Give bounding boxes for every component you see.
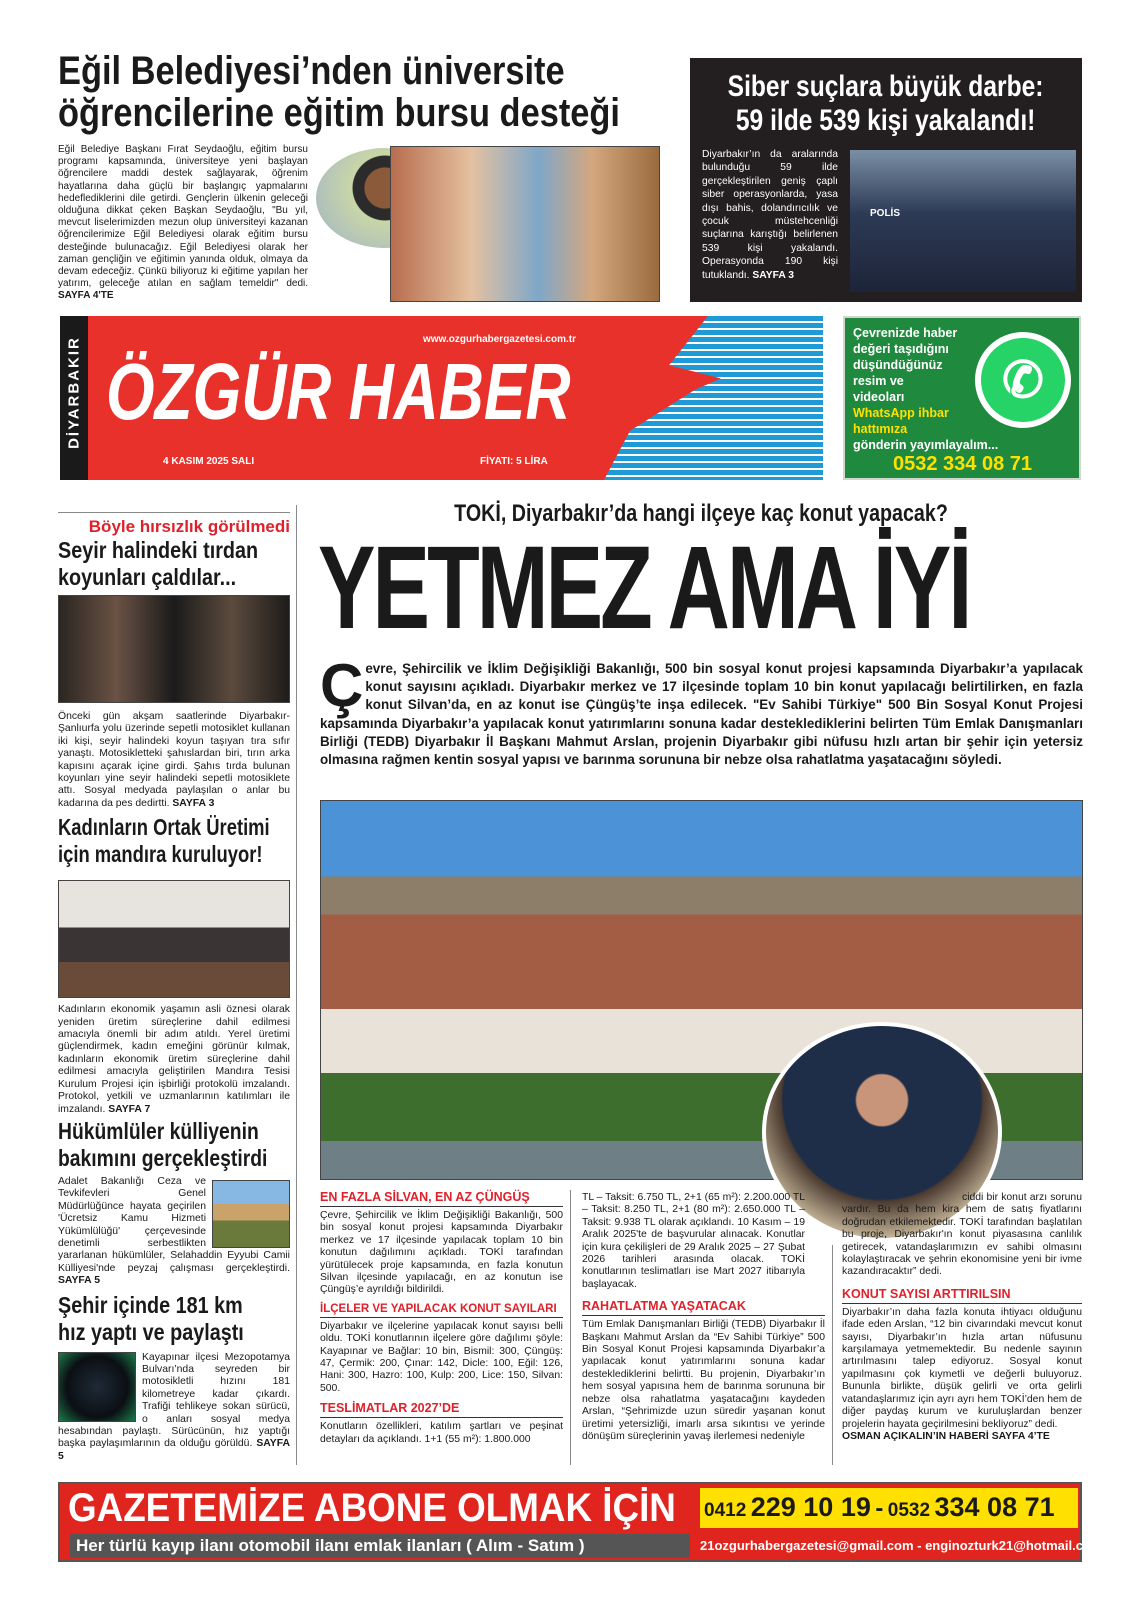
top-story-body xyxy=(58,144,308,303)
masthead-banner xyxy=(88,316,823,480)
tip-highlight: hattımıza xyxy=(853,422,908,436)
whatsapp-phone[interactable]: 0532 334 08 71 xyxy=(893,453,1033,475)
article-text: Eğil Belediye Başkanı Fırat Seydaoğlu, eğitim bursu programı kapsamında, üniversiteye yeni başlayan öğrencilere maddi destek sağlayarak, öğrenim hayatlarına daha güçlü bir başlangıç yapmalarını hedeflediklerini dile getirdi. Gençlerin ülkenin geleceği olduğuna dikkat çeken Başkan Seydaoğlu, "Bu yıl, mevcut liselerimizden mezun olup üniversiteyi kazanan öğrencilerimize Eğil Belediyesi olarak eğitim bursu desteğinde bulunacağız. Eğil Belediyesi olarak her zaman gençliğin ve eğitimin yanında olduk, olmaya da devam edeceğiz. Çünkü biliyoruz ki eğitime yapılan her yatırım, geleceğe atılan en sağlam temeldir" dedi. xyxy=(58,144,308,290)
story-headline[interactable]: için mandıra kuruluyor! xyxy=(58,841,263,868)
cyber-story-box xyxy=(690,58,1082,302)
main-lead xyxy=(320,652,1083,769)
article-text: TL – Taksit: 6.750 TL, 2+1 (65 m²): 2.200.000 TL – Taksit: 8.250 TL, 2+1 (80 m²): 2.650.000 TL – Taksit: 9.938 TL olarak açıklandı. 10 Kasım – 19 Aralık 2025'te de başvurular alınacak. Konutlar için kura çekilişleri de 29 Aralık 2025 – 27 Şubat 2026 tarihleri arasında olacak. TOKİ konutlarının teslimatları ise Mart 2027 itibarıyla başlayacak. xyxy=(582,1192,805,1290)
classified-ads-text: Her türlü kayıp ilanı otomobil ilanı emlak ilanları ( Alım - Satım ) xyxy=(70,1534,690,1558)
phone-number[interactable]: 229 10 19 xyxy=(750,1492,871,1522)
main-column-2 xyxy=(582,1192,825,1443)
article-text: ciddi bir konut arzı sorunu vardır. Bu da hem kira hem de satış fiyatlarını doğrudan etkilemektedir. TOKİ tarafından başlatılan bu proje, Diyarbakır'ın konut piyasasına canlılık getirecek, vatandaşlarımızın ev sahibi olmasını kolaylaştıracak ve şehrin ekonomisine yeni bir ivme kazandıracaktır” dedi. xyxy=(842,1192,1082,1278)
page-ref[interactable]: SAYFA 5 xyxy=(58,1275,100,1287)
speedometer-photo xyxy=(58,1352,136,1422)
phone-prefix: 0412 xyxy=(704,1500,747,1521)
story-kicker: Böyle hırsızlık görülmedi xyxy=(58,512,290,537)
page-ref[interactable]: SAYFA 3 xyxy=(172,797,215,809)
tip-text: düşündüğünüz xyxy=(853,358,943,372)
article-text: Diyarbakır ve ilçelerine yapılacak konut sayısı belli oldu. TOKİ konutlarının ilçelere göre dağılımı şöyle: Kayapınar ve Bağlar: 10 bin, Bismil: 300, Çüngüş: 47, Çermik: 200, Çınar: 142, Dicle: 100, Eğil: 126, Hani: 300, Hazro: 100, Kulp: 200, Lice: 150, Silvan: 500. xyxy=(320,1320,563,1394)
masthead-wave-graphic xyxy=(578,316,823,480)
police-label: POLİS xyxy=(870,208,901,219)
story-headline[interactable]: bakımını gerçekleştirdi xyxy=(58,1144,268,1171)
page-ref[interactable]: SAYFA 5 xyxy=(58,1438,290,1462)
issue-price: FİYATI: 5 LİRA xyxy=(480,456,548,467)
top-story-headline xyxy=(58,50,668,134)
main-headline[interactable]: YETMEZ AMA İYİ xyxy=(318,522,970,654)
issue-date: 4 KASIM 2025 SALI xyxy=(163,456,255,467)
article-text: Önceki gün akşam saatlerinde Diyarbakır-Şanlıurfa yolu üzerinde sepetli motosiklet kullanan iki kişi, seyir halindeki koyun taşıyan tıra sıfır yanaştı. Motosikletteki şahıslardan biri, tırın arka kapısını açarak içine girdi. Şahıs tırda bulunan koyunları yine seyir halindeki sepetli motosiklete attı. Sosyal medyada paylaşılan o anlar bu kadarına da pes dedirtti. xyxy=(58,711,290,809)
main-column-1 xyxy=(320,1190,563,1446)
protocol-signing-photo xyxy=(58,880,290,998)
tip-text: resim ve xyxy=(853,374,904,388)
tip-text: videoları xyxy=(853,390,905,404)
complex-maintenance-photo xyxy=(212,1180,290,1248)
tip-highlight: WhatsApp ihbar xyxy=(853,406,949,420)
kicker-text: TOKİ, Diyarbakır’da hangi ilçeye kaç konut yapacak? xyxy=(454,500,949,527)
page-ref[interactable]: SAYFA 7 xyxy=(108,1103,151,1115)
cyber-body xyxy=(702,148,838,282)
truck-theft-photo xyxy=(58,595,290,703)
headline-line: öğrencilerine eğitim bursu desteği xyxy=(58,91,620,135)
drop-cap: Ç xyxy=(320,652,364,719)
article-text: Kadınların ekonomik yaşamın asli öznesi olarak yeniden üretim süreçlerine dahil edilmesi amacıyla önemli bir adım atıldı. Yerel üretimi güçlendirmek, kadın emeğini görünür kılmak, kadınların ekonomik üretim süreçlerine dahil edilmesi amacıyla geliştirilen Mandıra Tesisi Kurulum Projesi için işbirliği protokolü imzalandı. Protokol, yetkili ve uzmanlarının katılımları ile imzalandı. xyxy=(58,1004,290,1115)
region-label: DİYARBAKIR xyxy=(65,336,83,449)
article-text: Diyarbakır’ın da aralarında bulunduğu 59 ilde gerçekleştirilen geniş çaplı siber operasyonlarda, yasa dışı bahis, dolandırıcılık ve çocuk müstehcenliği suçlarına karıştığı belirlenen 539 kişi yakalandı. Operasyonda 190 kişi tutuklandı. xyxy=(702,149,838,281)
story-headline[interactable]: Seyir halindeki tırdan xyxy=(58,537,259,563)
region-strip xyxy=(60,316,88,480)
cyber-headline: 59 ilde 539 kişi yakalandı! xyxy=(736,104,1036,137)
contact-emails[interactable]: 21ozgurhabergazetesi@gmail.com - enginozturk21@hotmail.com xyxy=(700,1538,1103,1553)
article-text: Kayapınar ilçesi Mezopotamya Bulvarı’nda seyreden bir motosikletli hızını 181 kilometreye kadar çıkardı. Trafiği tehlikeye sokan sürücü, o anları sosyal medya hesabından paylaştı. Sürücünün, hız yaptığı başka paylaşımlarının da olduğu görüldü. xyxy=(58,1351,290,1450)
story-headline[interactable]: Hükümlüler külliyenin xyxy=(58,1117,259,1144)
newspaper-logo-title: ÖZGÜR HABER xyxy=(106,347,571,436)
whatsapp-tip-box xyxy=(843,316,1081,480)
story-body xyxy=(58,1004,290,1116)
article-text: Çevre, Şehircilik ve İklim Değişikliği Bakanlığı, 500 bin sosyal konut projesi kapsamında Diyarbakır merkez ve 17 ilçesinde yapılacak toplam 10 bin konutun dağılımını açıkladı. TOKİ tarafından yürütülecek proje kapsamında, en fazla konutun Silvan ilçesinde yapılacağı, en az konutun ise Çüngüş’e ayrıldığı bildirildi. xyxy=(320,1210,563,1296)
lead-text: evre, Şehircilik ve İklim Değişikliği Bakanlığı, 500 bin sosyal konut projesi kapsamında Diyarbakır’a yapılacak konut sayısını açıkladı. Diyarbakır merkez ve 17 ilçesinde toplam 10 bin konut yapılacağı belirtilirken, en fazla konut Silvan’da, en az konut ise Çüngüş’te inşa edilecek. "Ev Sahibi Türkiye" 500 Bin Sosyal Konut Projesi kapsamında Diyarbakır’a yapılacak konut yatırımlarını sonuna kadar desteklediklerini belirten Tüm Emlak Danışmanları Birliği (TEDB) Diyarbakır İl Başkanı Mahmut Arslan, projenin Diyarbakır gibi nüfusu hızlı artan bir şehir için yetersiz olmasına rağmen kentin sosyal yapısı ve barınma sorununa bir nebze olsa rahatlatma yaşatacağını söyledi. xyxy=(320,661,1083,768)
main-column-3 xyxy=(842,1192,1082,1442)
story-headline[interactable]: Şehir içinde 181 km xyxy=(58,1291,243,1318)
tip-text: Çevrenizde haber xyxy=(853,326,958,340)
page-ref[interactable]: SAYFA 4'TE xyxy=(58,290,114,302)
students-photo xyxy=(390,146,660,302)
byline-page-ref[interactable]: OSMAN AÇIKALIN’IN HABERİ SAYFA 4’TE xyxy=(842,1430,1050,1442)
article-text: Konutların özellikleri, katılım şartları ve peşinat detayları da açıklandı. 1+1 (55 m²): 1.800.000 xyxy=(320,1421,563,1445)
article-text: Adalet Bakanlığı Ceza ve Tevkifevleri Genel Müdürlüğünce hayata geçirilen 'Ücretsiz Kamu Hizmeti Yükümlülüğü' çerçevesinde denetimli serbestlikten yararlanan hükümlüler, Selahaddin Eyyubi Camii Külliyesi'nde peyzaj çalışması gerçekleştirdi. xyxy=(58,1175,290,1274)
cyber-headline: Siber suçlara büyük darbe: xyxy=(728,70,1044,103)
story-headline[interactable]: koyunları çaldılar... xyxy=(58,564,237,590)
subscribe-title: GAZETEMİZE ABONE OLMAK İÇİN xyxy=(68,1486,676,1530)
phone-prefix: 0532 xyxy=(887,1500,931,1521)
subscribe-banner xyxy=(58,1482,1103,1562)
subheading: RAHATLATMA YAŞATACAK xyxy=(582,1299,825,1316)
article-text: Tüm Emlak Danışmanları Birliği (TEDB) Diyarbakır İl Başkanı Mahmut Arslan da “Ev Sahibi Türkiye” 500 Bin Sosyal Konut Projesi kapsamında Diyarbakır’a yapılacak konut yatırımlarını sonuna kadar desteklediklerini belirtti. Bu projenin, Diyarbakır’ın hem sosyal yapısına hem de barınma sorununa bir nebze olsa rahatlatma yaşatacağını kaydeden Arslan, “Şehrimizde uzun süredir yaşanan konut üretimi yetersizliği, imarlı arsa sıkıntısı ve yerinde dönüşüm süreçlerinin yavaş ilerlemesi nedeniyle xyxy=(582,1319,825,1442)
article-text: Diyarbakır’ın daha fazla konuta ihtiyacı olduğunu ifade eden Arslan, “12 bin civarındaki mevcut konut sayısı, Diyarbakır’ın hızla artan nüfusunu karşılamaya yetmemektedir. Bu nedenle sayının artırılmasını talep ediyoruz. Sosyal konut yapılmasını çok kıymetli ve değerli buluyoruz. Bununla birlikte, düşük gelirli ve orta gelirli vatandaşlarımız için ayrı ayrı hem TOKİ’den hem de diğer paydaş kurum ve kuruluşlardan benzer projelerin hayata geçirilmesini bekliyoruz” dedi. xyxy=(842,1306,1082,1430)
subscribe-phones xyxy=(700,1488,1078,1528)
story-headline[interactable]: Kadınların Ortak Üretimi xyxy=(58,814,270,841)
separator: - xyxy=(875,1495,884,1522)
headline-line: Eğil Belediyesi’nden üniversite xyxy=(58,49,565,93)
subheading: KONUT SAYISI ARTTIRILSIN xyxy=(842,1287,1082,1304)
phone-number[interactable]: 334 08 71 xyxy=(934,1492,1055,1522)
subheading: TESLİMATLAR 2027’DE xyxy=(320,1401,563,1418)
subheading: EN FAZLA SİLVAN, EN AZ ÇÜNGÜŞ xyxy=(320,1190,563,1207)
website-link[interactable]: www.ozgurhabergazetesi.com.tr xyxy=(423,334,576,345)
sidebar xyxy=(58,512,290,1463)
tip-text: gönderin yayımlayalım... xyxy=(853,438,999,452)
tip-text: değeri taşıdığını xyxy=(853,342,949,356)
police-photo xyxy=(850,150,1076,292)
story-body xyxy=(58,711,290,810)
whatsapp-icon: ✆ xyxy=(975,332,1071,428)
story-headline[interactable]: hız yaptı ve paylaştı xyxy=(58,1318,244,1345)
page-ref[interactable]: SAYFA 3 xyxy=(752,269,794,281)
subheading: İLÇELER VE YAPILACAK KONUT SAYILARI xyxy=(320,1303,563,1318)
